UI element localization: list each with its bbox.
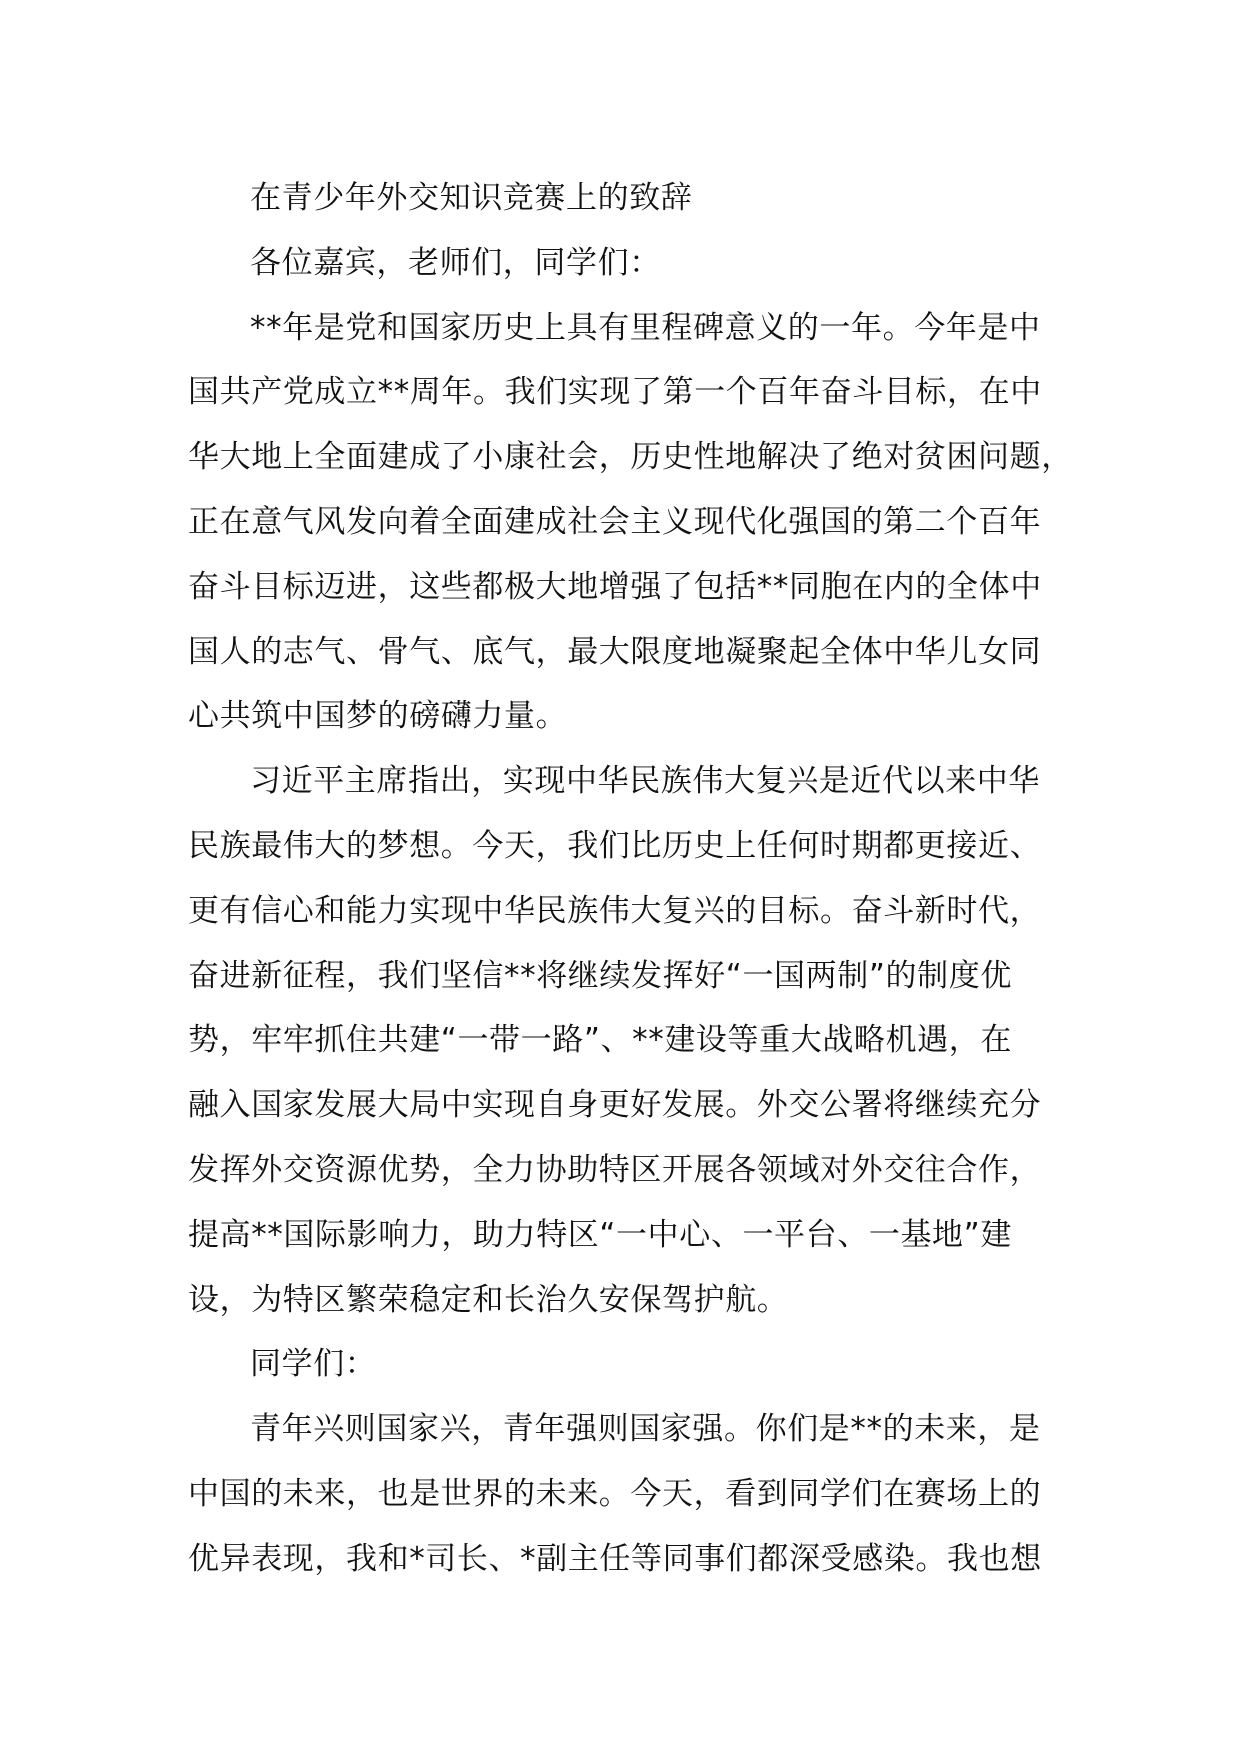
document-body [188,166,1088,1592]
text-line: 更有信心和能力实现中华民族伟大复兴的目标。奋斗新时代， [188,892,1042,929]
salutation [188,231,1088,296]
paragraph-1 [188,296,1088,750]
text-line: 在青少年外交知识竞赛上的致辞 [250,180,693,216]
text-line: 设，为特区繁荣稳定和长治久安保驾护航。 [188,1281,789,1318]
text-line: 势，牢牢抓住共建“一带一路”、**建设等重大战略机遇，在 [188,1022,1012,1059]
text-line: 发挥外交资源优势，全力协助特区开展各领域对外交往合作， [188,1151,1042,1188]
text-line: 奋进新征程，我们坚信**将继续发挥好“一国两制”的制度优 [188,957,1012,994]
document-title [188,166,1088,231]
text-line: 心共筑中国梦的磅礴力量。 [188,698,568,735]
text-line: 习近平主席指出，实现中华民族伟大复兴是近代以来中华 [250,763,1040,800]
text-line: 国共产党成立**周年。我们实现了第一个百年奋斗目标，在中 [188,374,1042,411]
text-line: 各位嘉宾，老师们，同学们： [250,244,661,281]
text-line: 青年兴则国家兴，青年强则国家强。你们是**的未来，是 [250,1411,1041,1448]
paragraph-4 [188,1397,1088,1591]
text-line: 正在意气风发向着全面建成社会主义现代化强国的第二个百年 [188,503,1042,540]
text-line: 中国的未来，也是世界的未来。今天，看到同学们在赛场上的 [188,1475,1042,1512]
text-line: **年是党和国家历史上具有里程碑意义的一年。今年是中 [250,309,1041,346]
text-line: 奋斗目标迈进，这些都极大地增强了包括**同胞在内的全体中 [188,568,1042,605]
text-line: 提高**国际影响力，助力特区“一中心、一平台、一基地”建 [188,1216,1012,1253]
text-line: 国人的志气、骨气、底气，最大限度地凝聚起全体中华儿女同 [188,633,1042,670]
text-line: 同学们： [250,1346,377,1383]
text-line: 优异表现，我和*司长、*副主任等同事们都深受感染。我也想 [188,1540,1042,1577]
text-line: 融入国家发展大局中实现自身更好发展。外交公署将继续充分 [188,1087,1042,1124]
paragraph-3 [188,1332,1088,1397]
paragraph-2 [188,749,1088,1332]
text-line: 民族最伟大的梦想。今天，我们比历史上任何时期都更接近、 [188,827,1042,864]
text-line: 华大地上全面建成了小康社会，历史性地解决了绝对贫困问题， [188,439,1073,476]
